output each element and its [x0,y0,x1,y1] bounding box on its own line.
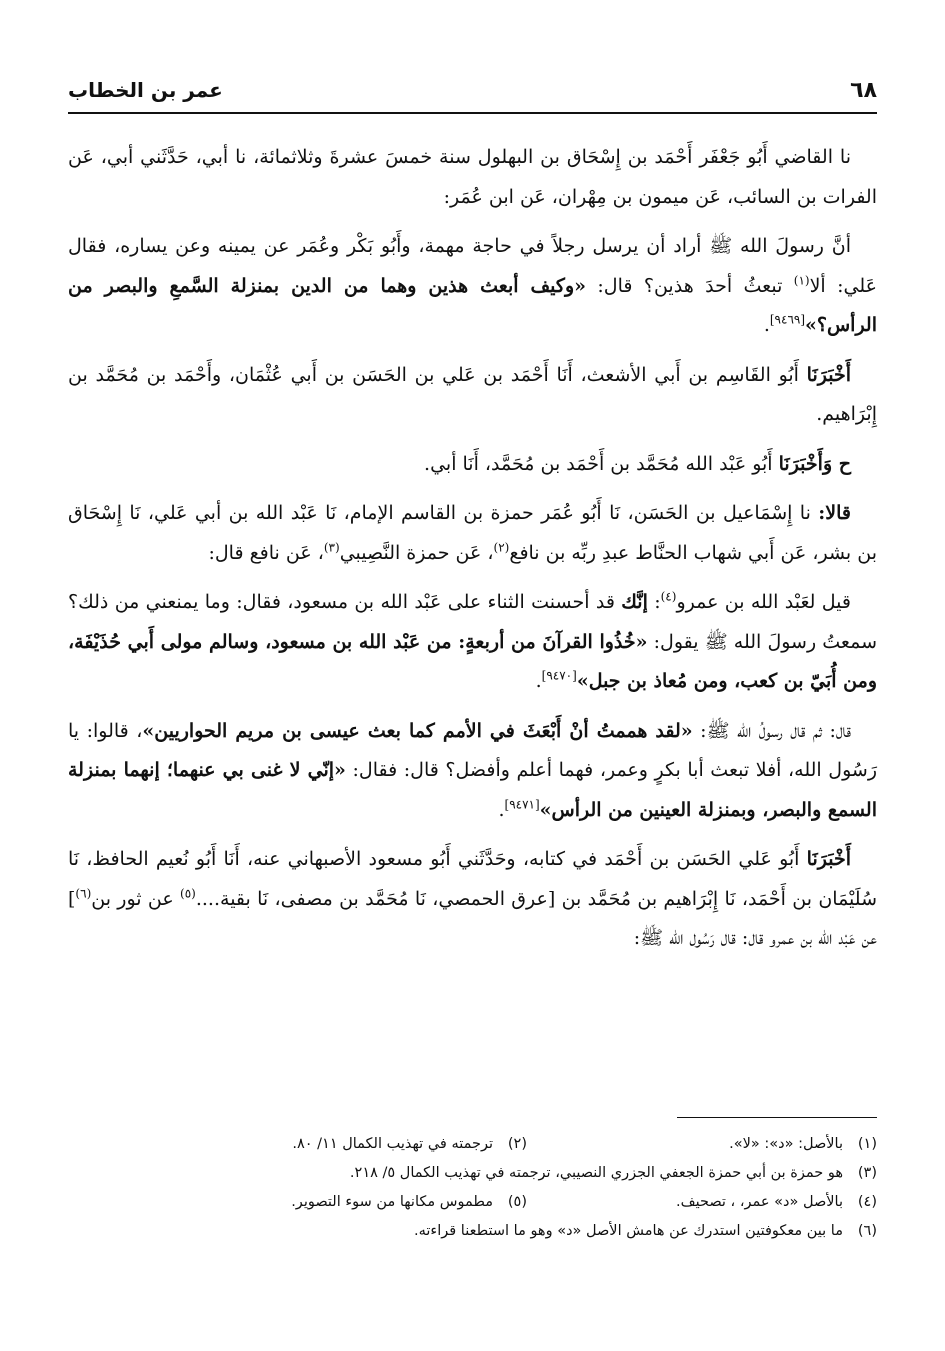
paragraph-5 [68,494,877,573]
footnote-ref-2[interactable]: (٢) [493,540,510,555]
footnote-ref-1[interactable]: (١) [793,273,810,288]
footnote-number: (٢) [507,1136,527,1152]
footnotes [68,1130,877,1246]
qala-keyword: قالا: [818,502,851,524]
paragraph-7-end: . [498,798,505,821]
hadith-number: [٩٤٧١] [504,797,540,812]
paragraph-6-bold: إنَّك [621,591,648,613]
paragraph-5-text-a: نا إِسْمَاعيل بن الحَسَن، نَا أَبُو عُمَر حمزة بن القاسم الإمام، نَا عَبْد الله بن أبي عَلي، نَا إِسْحَاق بن بشر، عَن أَبي شهاب الحنَّاط عبدِ ربِّه بن نافع [68,502,877,564]
paragraph-2-end: . [763,314,770,336]
akhbarana-keyword: ح وَأَخْبَرَنَا [778,452,851,475]
footnote-number: (١) [857,1136,877,1152]
paragraph-8-text-a: أَبُو عَلي الحَسَن بن أَحْمَد في كتابه، وحَدَّثَني أَبُو مسعود الأصبهاني عنه، أَنَا أَبُو نُعيم الحافظ، نَا سُلَيْمَان بن أَحْمَد، نَا إِبْرَاهيم بن مُحَمَّد بن [عرق الحمصي، نَا مُحَمَّد بن مصفى، نَا بقية.... [68,848,877,910]
paragraph-5-text-c: ، عَن نافع قال: [208,541,324,564]
page-number: ٦٨ [850,78,877,103]
footnote-ref-6[interactable]: (٦) [75,886,92,901]
akhbarana-keyword: أَخْبَرَنَا [806,848,851,870]
paragraph-6 [68,583,877,702]
hadith-quote: «وكيف أبعث هذين وهما من الدين بمنزلة السَّمعِ والبصر من الرأس؟» [68,274,877,336]
footnote-row [68,1130,877,1159]
footnote-ref-3[interactable]: (٣) [323,540,340,555]
footnote-2 [292,1130,527,1159]
page-header [68,78,877,114]
paragraph-7 [68,712,877,831]
paragraph-6-text-c: قد أحسنت الثناء على عَبْد الله بن مسعود، فقال: وما يمنعني من ذلك؟ سمعتُ رسولَ الله ﷺ يقول: [68,591,878,653]
paragraph-8-text-b: عن ثور بن [91,887,181,910]
footnote-number: (٥) [507,1194,527,1210]
footnote-row [68,1217,877,1246]
footnote-number: (٤) [857,1194,877,1210]
paragraph-2-text-b: تبعثُ أحدَ هذين؟ قال: [586,274,794,297]
paragraph-6-end: . [535,670,542,692]
footnote-text: بالأصل: «د»: «لا». [729,1136,843,1152]
footnote-row [68,1159,877,1188]
footnote-text: ترجمته في تهذيب الكمال ١١/ ٨٠. [292,1136,493,1152]
footnote-ref-4[interactable]: (٤) [660,589,677,604]
paragraph-6-text-a: قيل لعَبْد الله بن عمرو [676,591,851,613]
hadith-number: [٩٤٧٠] [541,668,577,683]
footnote-number: (٦) [857,1223,877,1239]
paragraph-4 [68,445,877,485]
paragraph-3 [68,356,877,435]
hadith-number: [٩٤٦٩] [769,312,806,327]
paragraph-1 [68,138,877,217]
main-text [68,138,877,959]
hadith-quote: «إنّي لا غنى بي عنهما؛ إنهما بمنزلة السمع والبصر، وبمنزلة العينين من الرأس» [68,759,877,821]
paragraph-2-text-a: أنَّ رسولَ الله ﷺ أراد أن يرسل رجلاً في حاجة مهمة، وأَبُو بَكْر وعُمَر عن يمينه وعن يساره، فقال عَلي: ألا [68,235,877,297]
paragraph-5-text-b: ، عَن حمزة النَّصِيبي [339,541,494,564]
hadith-quote: «لقد هممتُ أنْ أَبْعَثَ في الأمم كما بعث عيسى بن مريم الحواريين» [142,719,693,742]
hadith-quote: «خُذُوا القرآنَ من أربعةٍ: من عَبْد الله بن مسعود، وسالم مولى أَبي حُذَيْفَة، ومن أُبَيّ بن كعب، ومن مُعاذ بن جبل» [68,630,877,692]
footnote-text: بالأصل «د» عمر، ، تصحيف. [675,1194,843,1210]
footnote-row [68,1188,877,1217]
paragraph-7-text-a: قال: ثم قال رسولُ الله ﷺ: [692,719,851,742]
paragraph-8 [68,840,877,959]
footnote-separator [677,1117,877,1118]
footnote-1 [527,1130,877,1159]
footnote-ref-5[interactable]: (٥) [180,886,196,901]
paragraph-4-text: أَبُو عَبْد الله مُحَمَّد بن أَحْمَد بن مُحَمَّد، أَنَا أبي. [424,452,779,475]
footnote-5 [291,1188,527,1217]
paragraph-8-text-c: ] عن عَبْد الله بن عمرو قال: قال رَسُول الله ﷺ: [68,887,877,949]
footnote-number: (٣) [857,1165,877,1181]
footnote-4 [527,1188,877,1217]
paragraph-1-text: نا القاضي أَبُو جَعْفَر أَحْمَد بن إِسْحَاق بن البهلول سنة خمسَ عشرةَ وثلاثمائة، نا أبي، حَدَّثَني أبي، عَن الفرات بن السائب، عَن ميمون بن مِهْران، عَن ابن عُمَر: [68,146,877,208]
footnote-6 [414,1217,877,1246]
paragraph-7-text-b: ، قالوا: يا رَسُول الله، أفلا تبعث أبا بكرٍ وعمر، فهما أعلم وأفضل؟ قال: فقال: [68,719,877,781]
paragraph-2 [68,227,877,346]
paragraph-6-text-b: : [647,591,661,613]
footnote-text: هو حمزة بن أبي حمزة الجعفي الجزري النصيبي، ترجمته في تهذيب الكمال ٥/ ٢١٨. [349,1165,843,1181]
footnote-3 [350,1159,877,1188]
footnote-text: ما بين معكوفتين استدرك عن هامش الأصل «د» وهو ما استطعنا قراءته. [414,1223,843,1239]
akhbarana-keyword: أَخْبَرَنَا [806,363,851,386]
footnote-text: مطموس مكانها من سوء التصوير. [291,1194,493,1210]
paragraph-3-text: أَبُو القَاسِم بن أَبي الأشعث، أَنَا أَحْمَد بن عَلي بن الحَسَن بن أَبي عُثْمَان، وأَحْمَد بن مُحَمَّد بن إِبْرَاهيم. [68,363,877,425]
running-title: عمر بن الخطاب [68,78,223,102]
